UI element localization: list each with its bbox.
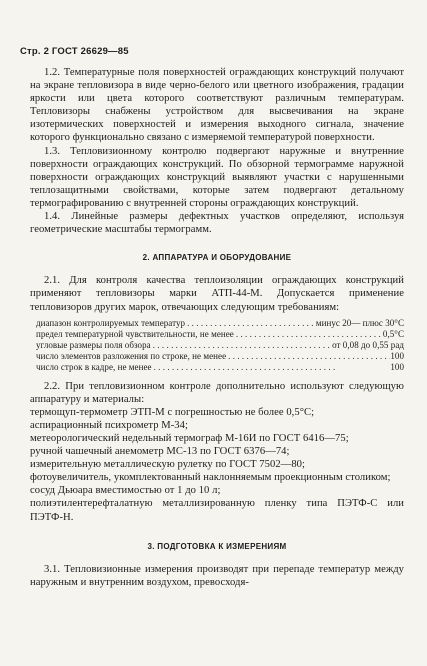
spec-list [30,318,404,374]
spec-label: угловые размеры поля обзора [36,340,151,350]
leader-dots [152,362,391,373]
equipment-item: метеорологический недельный термограф М-16И по ГОСТ 6416—75; [30,432,349,444]
equipment-item: термощуп-термометр ЭТП-М с погрешностью не более 0,5°С; [30,406,315,418]
spec-row [30,329,404,340]
equipment-item: фотоувеличитель, укомплектованный наклонняемым проекционным столиком; [30,472,391,484]
spec-label: число строк в кадре, не менее [36,362,152,373]
paragraph-1-2: 1.2. Температурные поля поверхностей ограждающих конструкций получают на экране тепловизора в виде черно-белого или цветного изображения, градации яркости или цвета которого соответствуют различным температурам. Тепловизоры снабжены устройством для высвечивания на экране изотермических поверхностей и измерения выходного сигнала, значение которого функционально связано с измеряемой температурой поверхности. [30,67,404,144]
equipment-item: измерительную металлическую рулетку по ГОСТ 7502—80; [30,459,306,471]
equipment-item: сосуд Дьюара вместимостью от 1 до 10 л; [30,485,221,497]
leader-dots [226,351,390,362]
section-3-title: 3. ПОДГОТОВКА К ИЗМЕРЕНИЯМ [147,541,287,551]
spec-row [30,351,404,362]
paragraph-1-3: 1.3. Тепловизионному контролю подвергают наружные и внутренние поверхности ограждающих конструкций. По обзорной термограмме наружной поверхности ограждающих конструкций выявляют участки с нарушенными теплозащитными свойствами, которые затем подвергают детальному термографированию с внутренней стороны ограждающих конструкций. [30,145,404,209]
spec-value: 100 [390,351,404,362]
page-body [30,66,404,589]
spec-label: предел температурной чувствительности, не менее [36,328,234,339]
spec-value: 0,5°С [382,328,404,339]
equipment-item: ручной чашечный анемометр МС-13 по ГОСТ 6376—74; [30,446,290,458]
equipment-item: аспирационный психрометр М-34; [30,419,188,431]
spec-value: от 0,08 до 0,55 рад [332,340,404,350]
equipment-list [30,406,404,524]
leader-dots [234,329,383,340]
leader-dots [151,340,332,351]
spec-label: число элементов разложения по строке, не менее [36,351,227,362]
paragraph-2-2: 2.2. При тепловизионном контроле дополнительно используют следующую аппаратуру и материалы: [30,380,404,405]
spec-value: минус 20— плюс 30°С [315,317,404,328]
spec-label: диапазон контролируемых температур [36,317,186,328]
spec-value: 100 [390,362,404,373]
paragraph-3-1: 3.1. Тепловизионные измерения производят при перепаде температур между наружным и внутренним воздухом, превосходя- [30,563,404,588]
paragraph-2-1: 2.1. Для контроля качества теплоизоляции ограждающих конструкций применяют тепловизоры марки АТП-44-М. Допускается применение тепловизоров других марок, отвечающих следующим требованиям: [30,275,404,313]
section-2-title: 2. АППАРАТУРА И ОБОРУДОВАНИЕ [142,253,292,263]
spec-row [30,318,404,329]
spec-row [30,362,404,373]
page-header: Стр. 2 ГОСТ 26629—85 [20,46,129,57]
paragraph-1-4: 1.4. Линейные размеры дефектных участков определяют, используя геометрические масштабы термограмм. [30,211,404,236]
spec-row [30,340,404,351]
leader-dots [185,318,316,329]
equipment-item: полиэтилентерефталатную металлизированную пленку типа ПЭТФ-С или ПЭТФ-Н. [30,498,404,523]
